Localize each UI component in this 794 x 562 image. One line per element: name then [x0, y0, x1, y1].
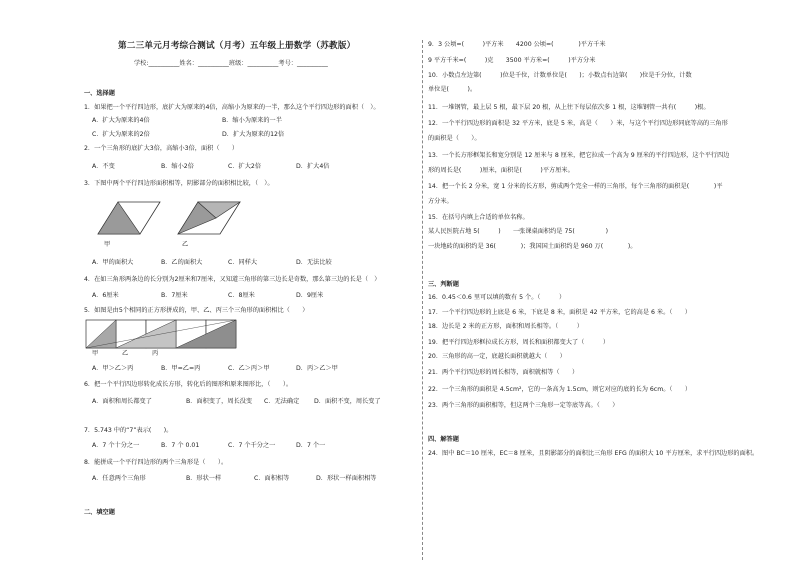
question-9-line-1: 9．3 公顷=( )平方米 4200 公顷=( )平方千米	[428, 41, 606, 48]
section-solve-heading: 四、解答题	[428, 436, 459, 443]
q1-option-d: D．扩大为原来的12倍	[222, 131, 285, 138]
question-7: 7．5.743 中的“7”表示( )。	[84, 427, 173, 434]
question-14-line-2: 方分米。	[428, 198, 453, 205]
question-10-line-2: 单位是( )。	[428, 86, 477, 93]
question-15: 15．在括号内填上合适的单位名称。	[428, 214, 529, 221]
page-title: 第二三单元月考综合测试（月考）五年级上册数学（苏教版）	[118, 41, 356, 51]
question-1: 1．如果把一个平行四边形，底扩大为原来的4倍，高缩小为原来的一半，那么这个平行四边形的面积（ ）。	[84, 104, 380, 111]
q3-option-c: C．同样大	[228, 259, 258, 266]
question-12-line-2: 的面积是（ ）。	[428, 135, 481, 142]
q5-label-a: 甲	[92, 350, 99, 357]
q4-option-b: B．7厘米	[161, 292, 188, 299]
question-21: 21．两个平行四边形的周长相等，面积就相等（ ）	[428, 369, 579, 376]
q8-option-d: D．形状一样面积相等	[316, 475, 377, 482]
q7-option-d: D．7 个一	[296, 442, 326, 449]
question-15-item-2: 一块地砖的面积约是 36( )；我国国土面积约是 960 万( )。	[428, 243, 637, 250]
question-16: 16．0.45＜0.6 里可以填的数有 5 个。（ ）	[428, 294, 566, 301]
q1-option-b: B．缩小为原来的一半	[222, 117, 282, 124]
q4-option-c: C．8厘米	[228, 292, 255, 299]
question-8: 8．能拼成一个平行四边形的两个三角形是（ ）。	[84, 459, 228, 466]
q4-option-a: A．6厘米	[92, 292, 119, 299]
q7-option-a: A．7 个十分之一	[92, 442, 140, 449]
q2-option-d: D．扩大4倍	[296, 163, 330, 170]
question-24: 24．图中 BC＝10 厘米，EC＝8 厘米，且阴影部分的面积比三角形 EFG 的面积大 10 平方厘米，求平行四边形的面积。	[428, 450, 759, 457]
q5-squares-figure	[84, 318, 238, 350]
section-judge-heading: 三、判断题	[428, 281, 459, 288]
q2-option-a: A．不变	[92, 163, 115, 170]
question-22: 22．一个三角形的面积是 4.5cm²，它的一条高为 1.5cm，则它对应的底的长为 6cm。（ ）	[428, 386, 692, 393]
q5-label-c: 丙	[152, 350, 159, 357]
question-2: 2．一个三角形的底扩大3倍，高缩小3倍，面积（ ）	[84, 145, 239, 152]
q7-option-c: C．7 个千分之一	[228, 442, 276, 449]
q5-option-b: B．甲=乙=丙	[161, 365, 201, 372]
q8-option-c: C．面积相等	[254, 475, 290, 482]
student-info-fields: 学校:__________姓名：__________班级：__________考号：__________	[134, 60, 328, 67]
question-23: 23．两个三角形的面积相等，但这两个三角形一定等底等高。（ ）	[428, 402, 619, 409]
q6-option-a: A．面积和周长都变了	[92, 398, 152, 405]
q8-option-b: B．形状一样	[186, 475, 222, 482]
question-18: 18．边长是 2 米的正方形，面积和周长相等。（ ）	[428, 323, 583, 330]
q3-label-a: 甲	[104, 241, 111, 248]
question-3: 3．下图中两个平行四边形面积相等，阴影部分的面积相比较，（ ）。	[84, 180, 274, 187]
q3-option-d: D．无法比较	[296, 259, 332, 266]
question-19: 19．把平行四边形框拉成长方形，周长和面积都变大了（ ）	[428, 339, 610, 346]
question-13-line-1: 13．一个长方形框架长和宽分别是 12 厘米与 8 厘米，把它拉成一个高为 9 厘米的平行四边形，这个平行四边	[428, 152, 730, 159]
q5-option-c: C．乙＞丙＞甲	[228, 365, 270, 372]
question-15-item-1: 某人民医院占地 5( ) 一张课桌面积约是 75( )	[428, 228, 609, 235]
q5-option-d: D．丙＞乙＞甲	[296, 365, 338, 372]
q7-option-b: B．7 个 0.01	[161, 442, 200, 449]
q5-option-a: A．甲＞乙＞丙	[92, 365, 134, 372]
column-divider	[422, 40, 423, 560]
question-5: 5．如图是由5个相同的正方形拼成的，甲、乙、丙三个三角形的面积相比（ ）	[84, 307, 309, 314]
question-6: 6．把一个平行四边形转化成长方形，转化后的图形和原来图形比，（ ）。	[84, 381, 293, 388]
question-13-line-2: 形的周长是( )厘米，面积是( )平方厘米。	[428, 167, 574, 174]
q5-label-b: 乙	[122, 350, 129, 357]
question-12-line-1: 12．一个平行四边形的面积是 32 平方米，底是 5 米，高是（ ）米，与这个平行四边形同底等高的三角形	[428, 120, 728, 127]
question-17: 17．一个平行四边形的上底是 6 米，下底是 8 米，面积是 42 平方米，它的高是 6 米。（ ）	[428, 309, 691, 316]
q3-label-b: 乙	[182, 241, 189, 248]
q6-option-d: D．面积不变，周长变了	[314, 398, 381, 405]
section-fill-heading: 二、填空题	[84, 509, 115, 516]
q4-option-d: D．9厘米	[296, 292, 324, 299]
q2-option-c: C．扩大2倍	[228, 163, 262, 170]
question-10-line-1: 10．小数点左边第( )位是千位，计数单位是( )；小数点右边第( )位是千分位，计数	[428, 72, 692, 79]
q1-option-a: A．扩大为原来的4倍	[92, 117, 150, 124]
q2-option-b: B．缩小2倍	[161, 163, 194, 170]
q1-option-c: C．扩大为原来的2倍	[92, 131, 150, 138]
question-11: 11．一堆钢管，最上层 5 根，最下层 20 根，从上往下每层依次多 1 根，这堆钢管一共有( )根。	[428, 104, 710, 111]
section-choice-heading: 一、选择题	[84, 90, 115, 97]
q3-parallelograms-figure	[94, 198, 244, 238]
q6-option-b: B．面积变了，周长没变	[186, 398, 253, 405]
question-14-line-1: 14．把一个长 2 分米，宽 1 分米的长方形，剪成两个完全一样的三角形，每个三角形的面积是( )平	[428, 183, 723, 190]
q3-option-b: B．乙的面积大	[161, 259, 203, 266]
q8-option-a: A．任意两个三角形	[92, 475, 146, 482]
question-20: 20．三角形的高一定，底越长面积就越大（ ）	[428, 353, 566, 360]
question-9-line-2: 9 平方千米=( )克 3500 平方米=( )平方分米	[428, 57, 596, 64]
q3-option-a: A．甲的面积大	[92, 259, 134, 266]
question-4: 4．在如三角形两条边的长分别为2厘米和7厘米，又知道三角形的第三边长是奇数，那么第三边的长是（ ）	[84, 276, 381, 283]
q6-option-c: C．无法确定	[264, 398, 300, 405]
